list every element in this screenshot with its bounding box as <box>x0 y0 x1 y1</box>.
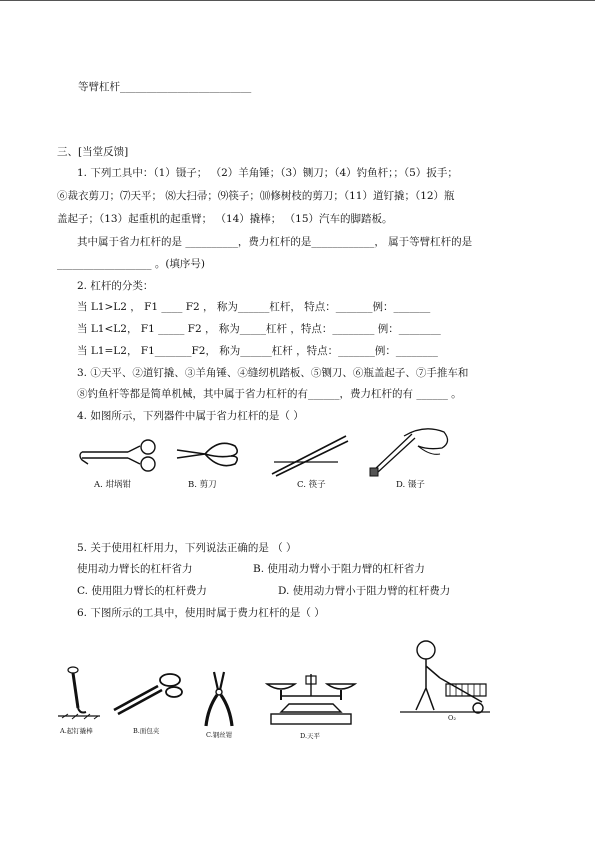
q6-caption-b: B.面包夹 <box>133 727 160 735</box>
q6-caption-d: D.天平 <box>300 732 321 740</box>
chopsticks-figure <box>268 432 350 478</box>
q5-option-d: D. 使用动力臂小于阻力臂的杠杆费力 <box>278 585 451 597</box>
q4-caption-b: B. 剪刀 <box>188 480 217 490</box>
bread-tongs-figure <box>110 668 184 716</box>
q5-question: 5. 关于使用杠杆用力，下列说法正确的是 （ ） <box>77 542 297 554</box>
wheelbarrow-figure <box>396 636 492 720</box>
balance-figure <box>263 664 359 728</box>
q4-caption-d: D. 镊子 <box>396 480 425 490</box>
q1-line-1: 1. 下列工具中：（1）镊子； （2）羊角锤；（3）铡刀；（4）钓鱼杆；；（5）扳手； <box>77 167 458 179</box>
scissors-figure <box>175 436 243 476</box>
q2-title: 2. 杠杆的分类： <box>77 280 154 292</box>
crucible-tongs-figure <box>78 438 168 474</box>
q2-row-3: 当 L1=L2， F1_______F2， 称为______杠杆 ，特点：_______例：________ <box>77 345 438 357</box>
nail-puller-figure <box>56 664 102 722</box>
q5-option-a: 使用动力臂长的杠杆省力 <box>77 563 193 575</box>
top-border <box>0 0 595 1</box>
q1-line-2: ⑥裁衣剪刀；⑺天平； ⑻大扫帚；⑼筷子；⑽修树枝的剪刀；（11）道钉撬；（12）瓶 <box>57 190 455 202</box>
q1-line-3: 盖起子；（13）起重机的起重臂； （14）撬棒； （15）汽车的脚踏板。 <box>57 213 393 225</box>
q6-question: 6. 下图所示的工具中，使用时属于费力杠杆的是（ ） <box>77 607 325 619</box>
wire-pliers-figure <box>200 668 238 730</box>
q5-option-b: B. 使用动力臂小于阻力臂的杠杆省力 <box>253 563 425 575</box>
q5-option-c: C. 使用阻力臂长的杠杆费力 <box>77 585 207 597</box>
q6-caption-a: A.起钉撬棒 <box>60 727 93 735</box>
tweezers-figure <box>368 420 454 478</box>
q2-row-1: 当 L1>L2 ， F1 ____ F2 ， 称为______杠杆， 特点：_______例：_______ <box>77 301 431 313</box>
q4-question: 4. 如图所示，下列器件中属于省力杠杆的是（ ） <box>77 410 304 422</box>
q1-line-5: __________________ 。(填序号) <box>57 258 206 270</box>
q3-line-2: ⑧钓鱼杆等都是简单机械，其中属于省力杠杆的有______，费力杠杆的有 ______ 。 <box>77 388 462 400</box>
q6-caption-c: C.钢丝钳 <box>206 731 233 739</box>
q4-caption-a: A. 坩埚钳 <box>94 480 132 490</box>
q1-line-4: 其中属于省力杠杆的是 __________，费力杠杆的是____________， 属于等臂杠杆的是 <box>77 236 473 248</box>
equal-arm-lever-line: 等臂杠杆_________________________ <box>78 81 252 93</box>
q6-label-o2: O₂ <box>448 714 456 722</box>
q3-line-1: 3. ①天平、②道钉撬、③羊角锤、④缝纫机踏板、⑤铡刀、⑥瓶盖起子、⑦手推车和 <box>77 367 469 379</box>
q2-row-2: 当 L1<L2， F1 _____ F2 ， 称为_____杠杆 ，特点：________ 例：________ <box>77 323 441 335</box>
section-heading: 三、[当堂反馈] <box>57 146 129 158</box>
q4-caption-c: C. 筷子 <box>297 480 326 490</box>
